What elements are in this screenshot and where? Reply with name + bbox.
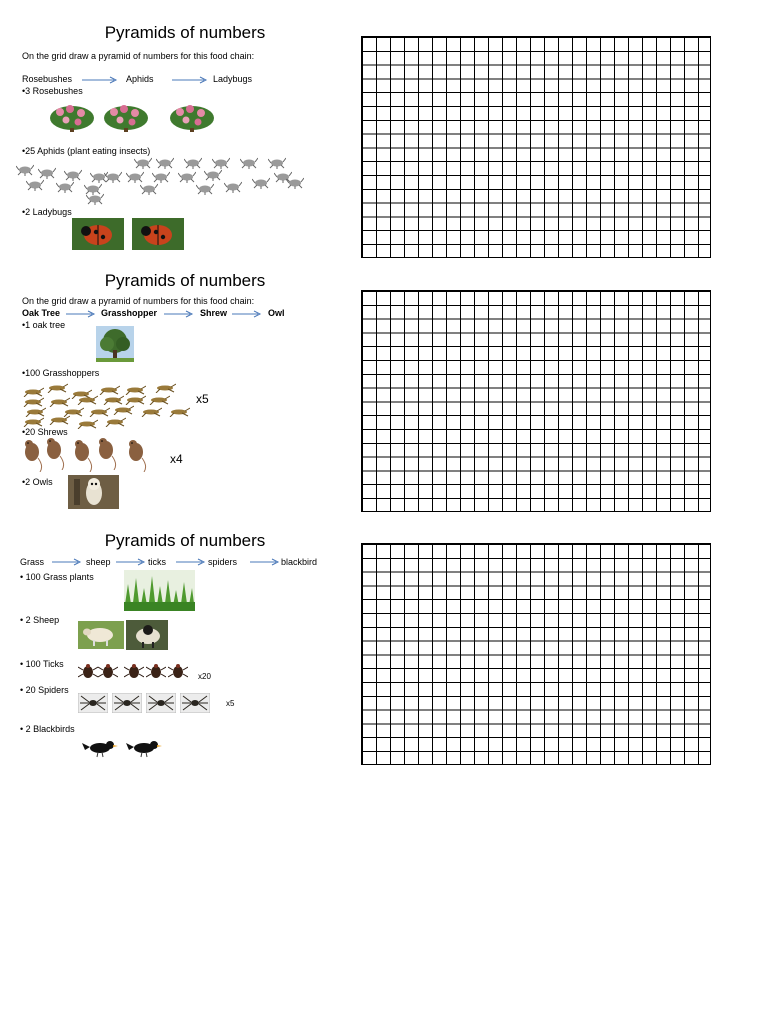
aphid-icon bbox=[224, 180, 242, 198]
shrew-icon bbox=[72, 438, 94, 477]
item-label: • 100 Ticks bbox=[20, 659, 64, 669]
spider-icon bbox=[146, 693, 176, 718]
multiplier-label: x20 bbox=[198, 672, 211, 681]
chain-item: Owl bbox=[268, 308, 285, 318]
drawing-grid[interactable] bbox=[361, 543, 711, 765]
arrow-icon bbox=[66, 310, 96, 318]
chain-item: Grass bbox=[20, 557, 45, 567]
rosebush-image bbox=[48, 100, 96, 132]
arrow-icon bbox=[172, 76, 208, 84]
arrow-icon bbox=[164, 310, 194, 318]
instruction-text: On the grid draw a pyramid of numbers for this food chain: bbox=[22, 296, 255, 306]
arrow-icon bbox=[176, 558, 206, 566]
item-label: •2 Ladybugs bbox=[22, 207, 72, 217]
blackbird-image bbox=[82, 738, 120, 758]
multiplier-label: x4 bbox=[170, 452, 183, 466]
aphid-icon bbox=[86, 192, 104, 210]
shrew-icon bbox=[22, 438, 44, 477]
section-title: Pyramids of numbers bbox=[104, 531, 266, 550]
grass-image bbox=[124, 570, 195, 611]
item-label: •3 Rosebushes bbox=[22, 86, 83, 96]
arrow-icon bbox=[116, 558, 146, 566]
drawing-grid[interactable] bbox=[361, 36, 711, 258]
spider-icon bbox=[180, 693, 210, 718]
tick-icon bbox=[78, 662, 98, 685]
tick-icon bbox=[98, 662, 118, 685]
item-label: •25 Aphids (plant eating insects) bbox=[22, 146, 151, 156]
arrow-icon bbox=[82, 76, 118, 84]
blackbird-image bbox=[126, 738, 164, 758]
chain-item: sheep bbox=[86, 557, 111, 567]
aphid-icon bbox=[196, 182, 214, 200]
chain-item: Rosebushes bbox=[22, 74, 73, 84]
spider-icon bbox=[112, 693, 142, 718]
chain-item: spiders bbox=[208, 557, 238, 567]
item-label: • 2 Blackbirds bbox=[20, 724, 75, 734]
aphid-icon bbox=[286, 176, 304, 194]
rosebush-image bbox=[102, 100, 150, 132]
grasshopper-icon bbox=[140, 404, 162, 422]
owl-image bbox=[68, 475, 119, 509]
oak-tree-image bbox=[96, 326, 134, 362]
spider-icon bbox=[78, 693, 108, 718]
section-1 bbox=[0, 0, 768, 270]
item-label: •100 Grasshoppers bbox=[22, 368, 100, 378]
tick-icon bbox=[168, 662, 188, 685]
grasshopper-icon bbox=[104, 414, 126, 432]
tick-icon bbox=[146, 662, 166, 685]
chain-item: blackbird bbox=[281, 557, 318, 567]
chain-item: Aphids bbox=[126, 74, 154, 84]
shrew-icon bbox=[96, 436, 118, 475]
sheep-image bbox=[78, 621, 124, 649]
multiplier-label: x5 bbox=[226, 699, 235, 708]
aphid-icon bbox=[56, 180, 74, 198]
section-title: Pyramids of numbers bbox=[104, 271, 266, 290]
arrow-icon bbox=[52, 558, 82, 566]
grasshopper-icon bbox=[168, 404, 190, 422]
arrow-icon bbox=[250, 558, 280, 566]
drawing-grid[interactable] bbox=[361, 290, 711, 512]
grasshopper-icon bbox=[76, 416, 98, 434]
chain-item: Grasshopper bbox=[101, 308, 158, 318]
chain-item: Oak Tree bbox=[22, 308, 61, 318]
ladybug-image bbox=[72, 218, 124, 250]
aphid-icon bbox=[178, 170, 196, 188]
item-label: •1 oak tree bbox=[22, 320, 66, 330]
aphid-icon bbox=[26, 178, 44, 196]
aphid-icon bbox=[240, 156, 258, 174]
rosebush-image bbox=[168, 100, 216, 132]
aphid-icon bbox=[104, 170, 122, 188]
item-label: • 100 Grass plants bbox=[20, 572, 94, 582]
aphid-icon bbox=[252, 176, 270, 194]
chain-item: Shrew bbox=[200, 308, 228, 318]
instruction-text: On the grid draw a pyramid of numbers for this food chain: bbox=[22, 51, 255, 61]
tick-icon bbox=[124, 662, 144, 685]
chain-item: ticks bbox=[148, 557, 166, 567]
shrew-icon bbox=[44, 436, 66, 475]
item-label: •20 Shrews bbox=[22, 427, 68, 437]
sheep-image bbox=[126, 620, 168, 650]
section-title: Pyramids of numbers bbox=[104, 23, 266, 42]
item-label: • 20 Spiders bbox=[20, 685, 69, 695]
item-label: •2 Owls bbox=[22, 477, 53, 487]
multiplier-label: x5 bbox=[196, 392, 209, 406]
item-label: • 2 Sheep bbox=[20, 615, 60, 625]
ladybug-image bbox=[132, 218, 184, 250]
chain-item: Ladybugs bbox=[213, 74, 253, 84]
arrow-icon bbox=[232, 310, 262, 318]
shrew-icon bbox=[126, 438, 148, 477]
aphid-icon bbox=[140, 182, 158, 200]
